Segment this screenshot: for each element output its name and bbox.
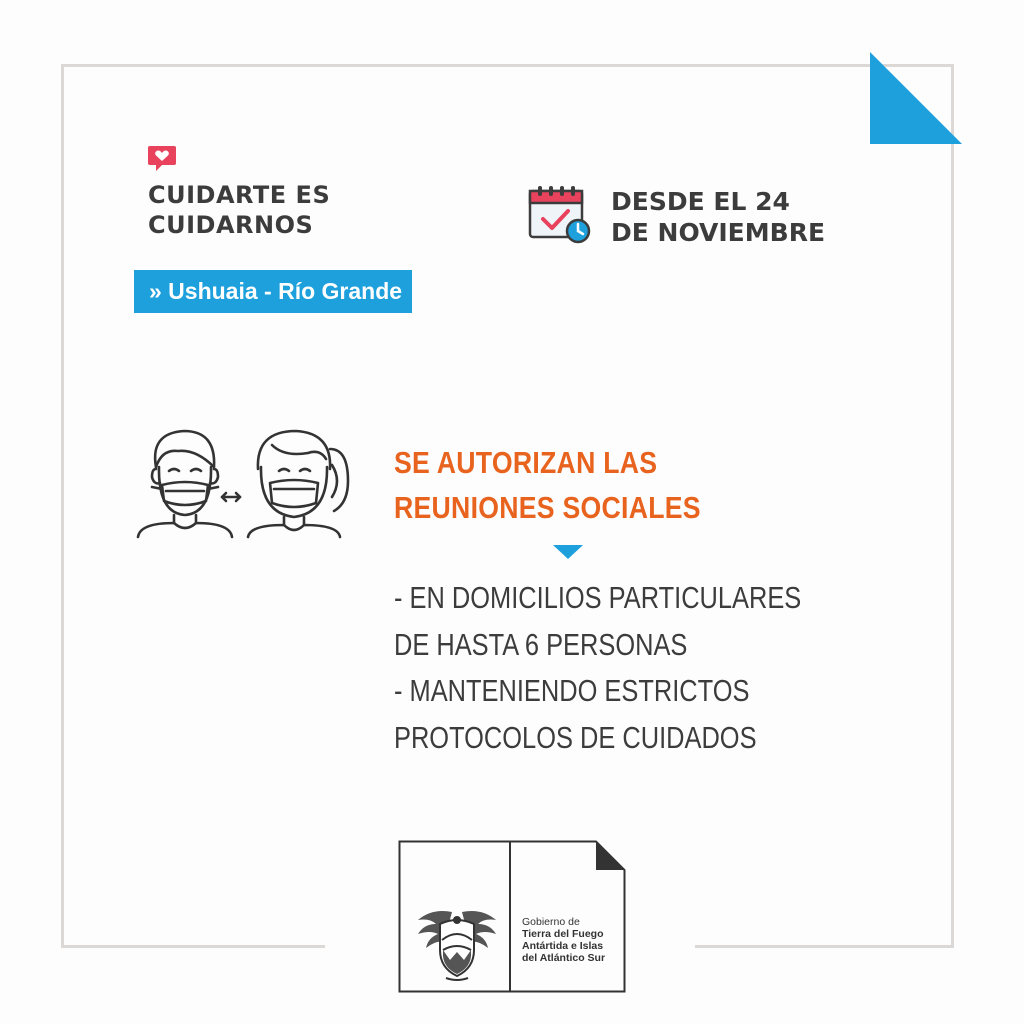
heart-chat-icon [147, 144, 177, 174]
gov-line4: del Atlántico Sur [522, 952, 606, 964]
headline-line2: REUNIONES SOCIALES [394, 490, 701, 525]
masked-people-icon [132, 425, 356, 541]
coat-of-arms-icon [412, 904, 502, 984]
headline-line1: SE AUTORIZAN LAS [394, 445, 658, 480]
government-text [522, 916, 605, 964]
condition-line-1: - EN DOMICILIOS PARTICULARES [394, 580, 802, 615]
date-text [611, 186, 871, 248]
condition-line-2: DE HASTA 6 PERSONAS [394, 626, 688, 662]
down-arrow-icon [553, 545, 583, 559]
location-tag: » Ushuaia - Río Grande [134, 270, 412, 313]
calendar-check-icon [528, 185, 592, 245]
corner-triangle [870, 52, 962, 144]
condition-line-4: PROTOCOLOS DE CUIDADOS [394, 719, 757, 755]
gov-line1: Gobierno de [522, 916, 580, 928]
gov-line2: Tierra del Fuego [522, 928, 604, 940]
campaign-title-line1: CUIDARTE ES [148, 181, 331, 209]
conditions-list [394, 575, 801, 761]
condition-line-3: - MANTENIENDO ESTRICTOS [394, 673, 750, 708]
government-logo [398, 840, 626, 993]
campaign-title-line2: CUIDARNOS [148, 211, 314, 239]
campaign-title [148, 180, 408, 240]
date-line2: DE NOVIEMBRE [611, 218, 826, 247]
gov-line3: Antártida e Islas [522, 940, 604, 952]
date-line1: DESDE EL 24 [611, 187, 790, 216]
headline [394, 440, 701, 530]
